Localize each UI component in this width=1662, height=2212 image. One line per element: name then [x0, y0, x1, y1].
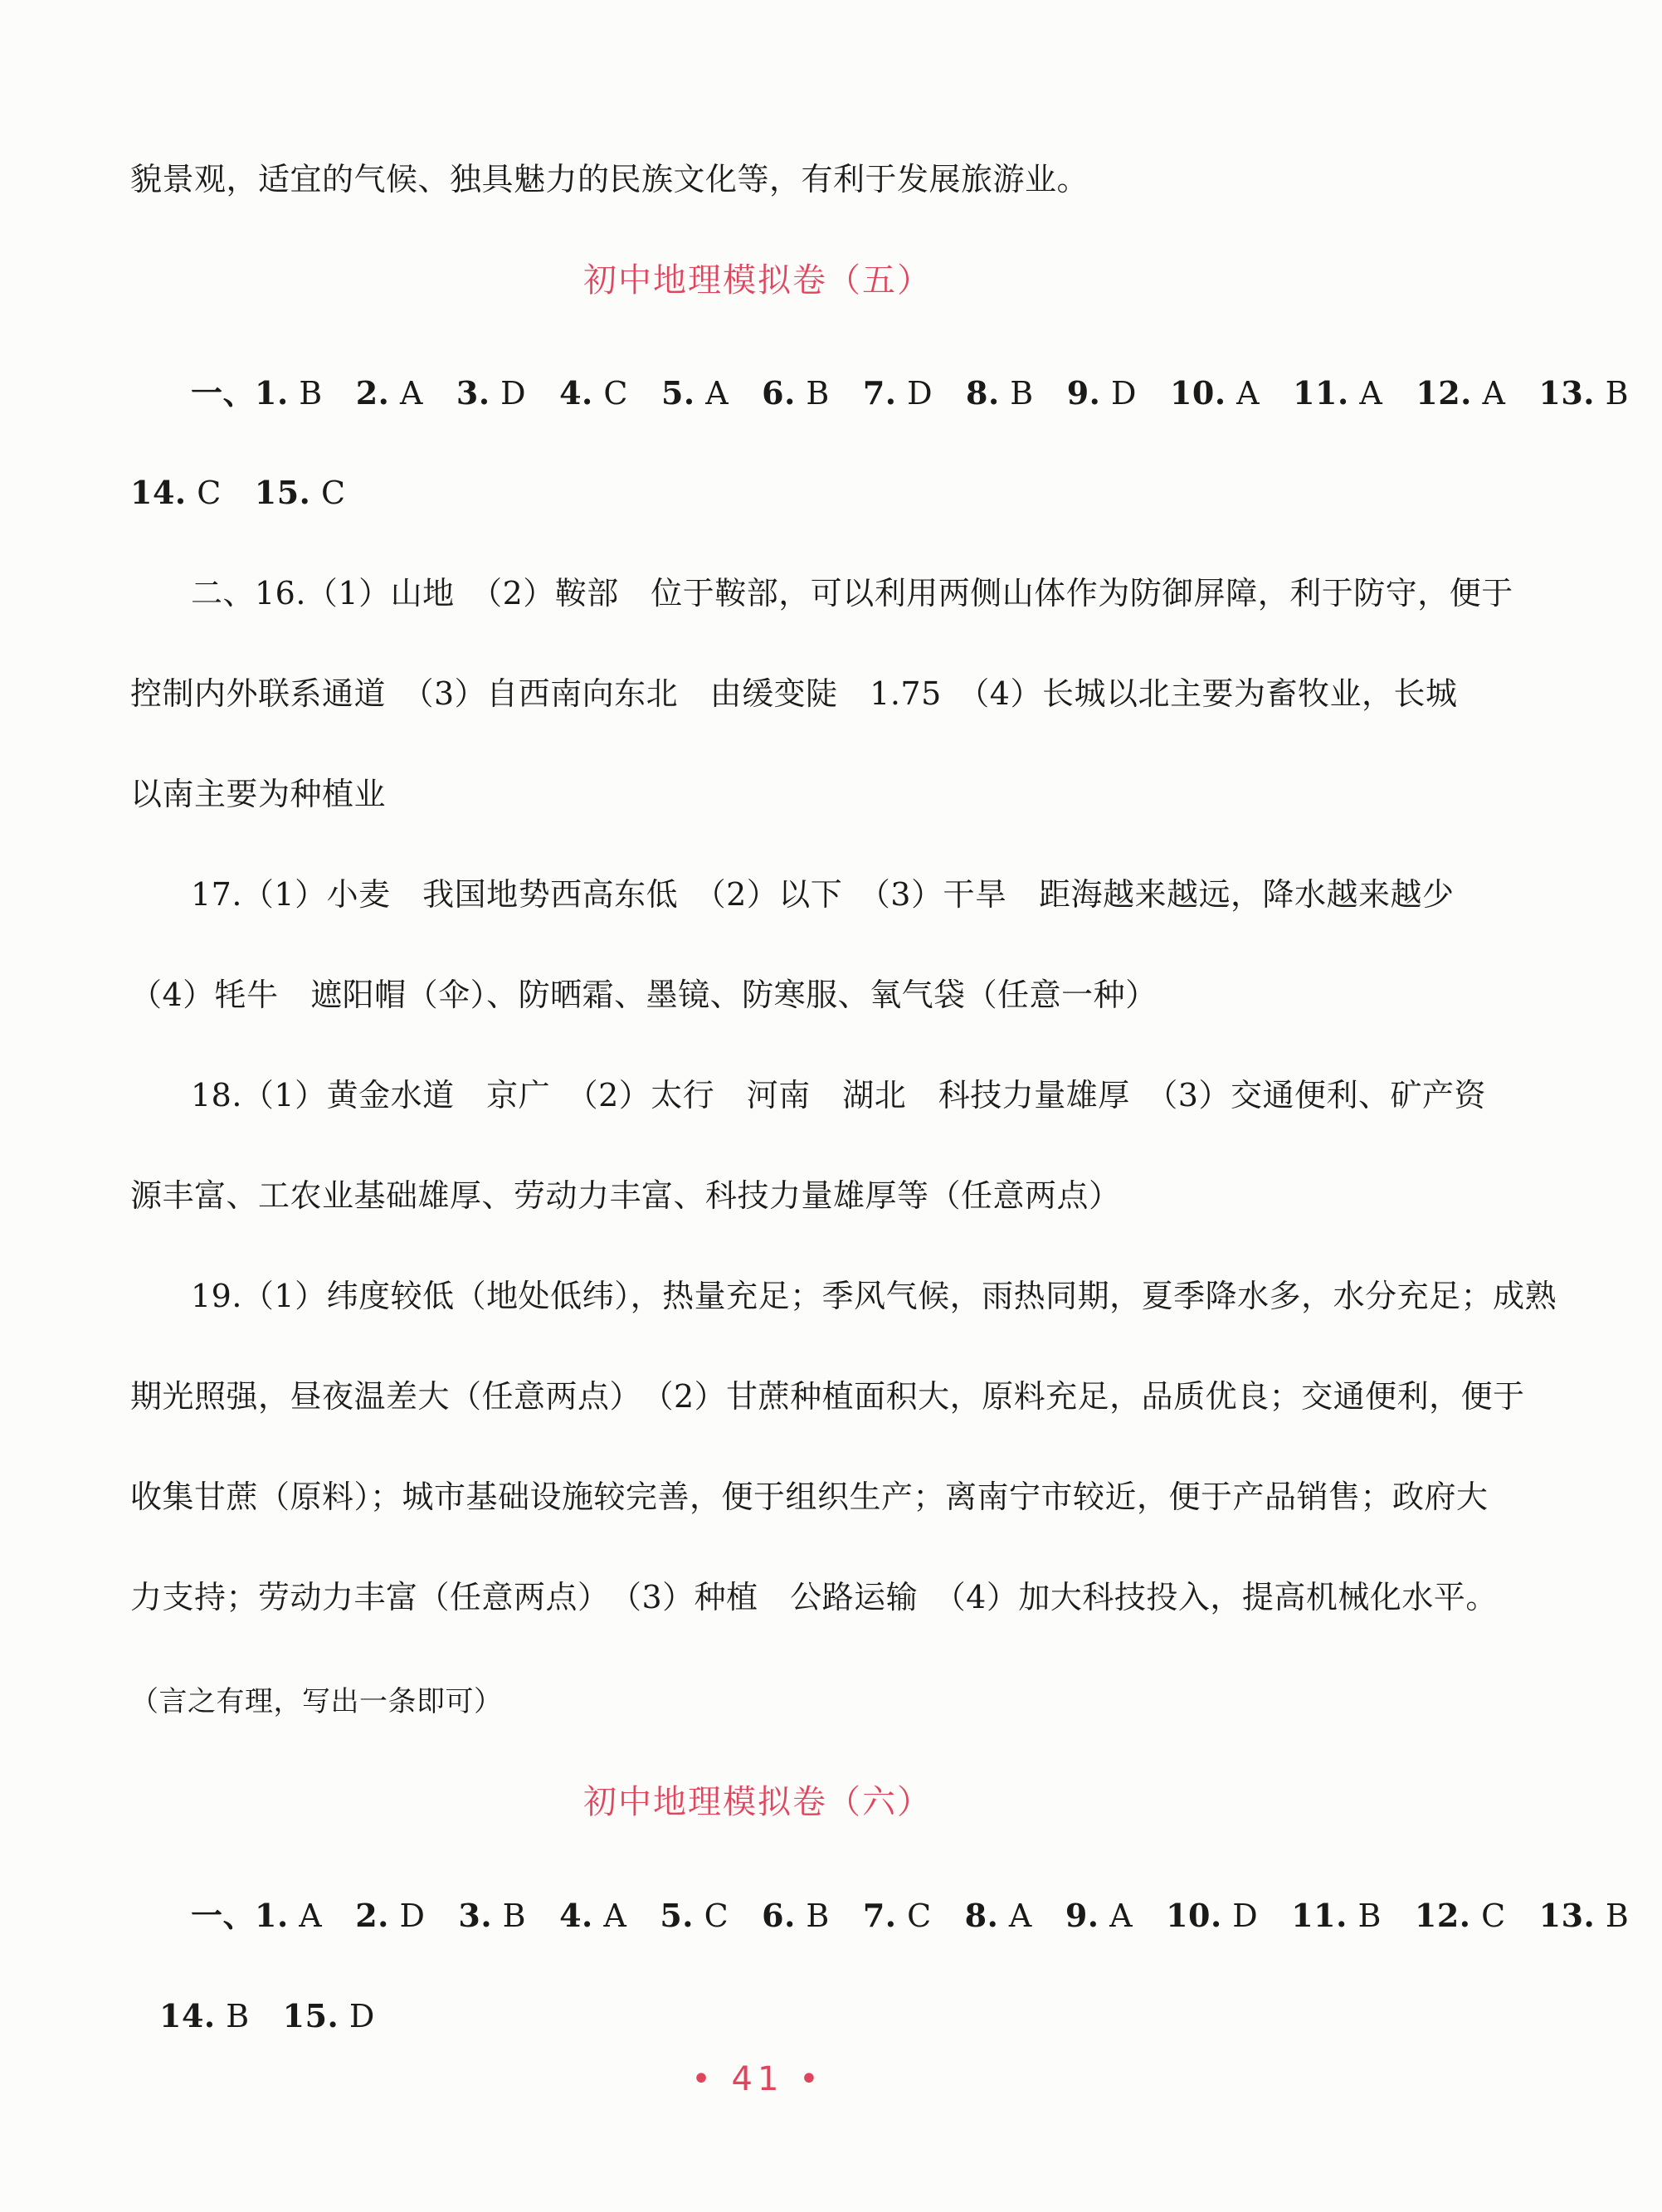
q19-line-1: 19.（1）纬度较低（地处低纬），热量充足；季风气候，雨热同期，夏季降水多，水分充足；成熟 — [191, 1278, 1557, 1314]
mc-answer — [1065, 1894, 1133, 1937]
mc-answer — [559, 1894, 626, 1937]
mc-answer — [255, 471, 346, 514]
question-number: 一、1. — [191, 1897, 289, 1934]
q18-line-2: 源丰富、工农业基础雄厚、劳动力丰富、科技力量雄厚等（任意两点） — [130, 1177, 1121, 1214]
answer-letter: A — [288, 1898, 323, 1934]
mc-answer — [661, 372, 729, 415]
question-number: 3. — [456, 374, 490, 412]
mc-answer — [1170, 372, 1260, 415]
mc-answer — [1415, 1894, 1506, 1937]
q16-line-3: 以南主要为种植业 — [130, 776, 387, 812]
q17-line-1: 17.（1）小麦 我国地势西高东低 （2）以下 （3）干旱 距海越来越远，降水越来越少 — [191, 876, 1455, 913]
mc-answers-row-5a — [191, 372, 1630, 415]
answer-letter: A — [1348, 375, 1383, 412]
mc-answer — [159, 1995, 250, 2038]
mc-answer — [356, 372, 423, 415]
section-title-6: 初中地理模拟卷（六） — [583, 1783, 932, 1821]
answer-letter: D — [388, 1898, 426, 1934]
mc-answer — [965, 1894, 1032, 1937]
question-number: 12. — [1414, 1897, 1471, 1934]
question-number: 13. — [1538, 374, 1596, 412]
question-number: 10. — [1169, 374, 1226, 412]
mc-answer — [130, 471, 222, 514]
answer-letter: C — [693, 1898, 729, 1934]
mc-answer — [283, 1995, 375, 2038]
mc-answer — [458, 1894, 526, 1937]
mc-answer — [1166, 1894, 1258, 1937]
q16-line-1: 二、16.（1）山地 （2）鞍部 位于鞍部，可以利用两侧山体作为防御屏障，利于防守，便于 — [191, 575, 1513, 611]
question-number: 9. — [1065, 1897, 1099, 1934]
question-number: 13. — [1538, 1897, 1596, 1934]
q19-line-4: 力支持；劳动力丰富（任意两点） （3）种植 公路运输 （4）加大科技投入，提高机械化水平。 — [130, 1579, 1498, 1615]
mc-answer — [762, 372, 830, 415]
q19-line-2: 期光照强，昼夜温差大（任意两点） （2）甘蔗种植面积大，原料充足，品质优良；交通便利，便于 — [130, 1378, 1525, 1415]
mc-answer — [191, 372, 323, 415]
continued-text-line: 貌景观，适宜的气候、独具魅力的民族文化等，有利于发展旅游业。 — [130, 161, 1089, 197]
question-number: 3. — [458, 1897, 493, 1934]
answer-letter: A — [1226, 375, 1260, 412]
answer-letter: B — [288, 375, 323, 412]
question-number: 7. — [862, 1897, 897, 1934]
question-number: 14. — [130, 474, 187, 511]
question-number: 4. — [559, 1897, 593, 1934]
mc-answer — [456, 372, 526, 415]
question-number: 5. — [660, 374, 695, 412]
mc-answer — [355, 1894, 425, 1937]
answer-letter: C — [896, 1898, 932, 1934]
mc-answer — [1291, 1894, 1382, 1937]
answer-letter: C — [310, 475, 346, 511]
answer-letter: B — [795, 1898, 830, 1934]
answer-letter: B — [999, 375, 1034, 412]
question-number: 8. — [964, 1897, 999, 1934]
question-number: 7. — [862, 374, 897, 412]
question-number: 9. — [1066, 374, 1101, 412]
answer-letter: A — [695, 375, 729, 412]
question-number: 15. — [254, 474, 311, 511]
answer-letter: B — [492, 1898, 527, 1934]
mc-answer — [863, 372, 933, 415]
mc-answer — [559, 372, 628, 415]
question-number: 4. — [559, 374, 593, 412]
mc-answers-row-6b — [159, 1995, 1437, 2038]
answer-letter: A — [998, 1898, 1032, 1934]
section-title-5: 初中地理模拟卷（五） — [583, 261, 932, 300]
question-number: 11. — [1293, 374, 1349, 412]
answer-letter: A — [389, 375, 423, 412]
question-number: 6. — [762, 1897, 796, 1934]
answer-letter: B — [795, 375, 830, 412]
answer-letter: D — [490, 375, 527, 412]
answer-letter: D — [896, 375, 933, 412]
answer-letter: B — [1595, 1898, 1630, 1934]
mc-answer — [863, 1894, 932, 1937]
question-number: 11. — [1291, 1897, 1348, 1934]
question-number: 15. — [282, 1997, 339, 2034]
answer-letter: A — [592, 1898, 627, 1934]
q16-line-2: 控制内外联系通道 （3）自西南向东北 由缓变陡 1.75 （4）长城以北主要为畜牧业，长城 — [130, 675, 1458, 712]
q18-line-1: 18.（1）黄金水道 京广 （2）太行 河南 湖北 科技力量雄厚 （3）交通便利、矿产资 — [191, 1077, 1486, 1113]
mc-answer — [1538, 372, 1629, 415]
mc-answers-row-5b — [130, 471, 1408, 514]
mc-answers-row-6a — [191, 1894, 1630, 1937]
answer-letter: A — [1471, 375, 1506, 412]
mc-answer — [1067, 372, 1137, 415]
mc-answer — [1416, 372, 1505, 415]
question-number: 12. — [1416, 374, 1472, 412]
question-number: 一、1. — [191, 374, 289, 412]
answer-letter: D — [1100, 375, 1137, 412]
mc-answer — [1293, 372, 1382, 415]
q19-line-5: （言之有理，写出一条即可） — [130, 1685, 503, 1718]
mc-answer — [191, 1894, 322, 1937]
answer-letter: A — [1099, 1898, 1133, 1934]
question-number: 14. — [159, 1997, 216, 2034]
question-number: 8. — [966, 374, 1000, 412]
mc-answer — [1539, 1894, 1630, 1937]
question-number: 6. — [762, 374, 796, 412]
question-number: 2. — [355, 374, 390, 412]
mc-answer — [660, 1894, 729, 1937]
q19-line-3: 收集甘蔗（原料）；城市基础设施较完善，便于组织生产；离南宁市较近，便于产品销售；政府大 — [130, 1479, 1489, 1515]
mc-answer — [762, 1894, 830, 1937]
page-number: • 41 • — [691, 2060, 824, 2098]
answer-letter: B — [1347, 1898, 1382, 1934]
answer-letter: B — [1595, 375, 1630, 412]
answer-letter: C — [186, 475, 222, 511]
q17-line-2: （4）牦牛 遮阳帽（伞）、防晒霜、墨镜、防寒服、氧气袋（任意一种） — [130, 977, 1158, 1013]
question-number: 10. — [1166, 1897, 1222, 1934]
answer-letter: D — [1221, 1898, 1259, 1934]
answer-letter: C — [592, 375, 628, 412]
mc-answer — [966, 372, 1034, 415]
question-number: 2. — [355, 1897, 389, 1934]
answer-letter: C — [1470, 1898, 1506, 1934]
answer-letter: D — [339, 1998, 375, 2034]
answer-letter: B — [215, 1998, 250, 2034]
question-number: 5. — [660, 1897, 694, 1934]
